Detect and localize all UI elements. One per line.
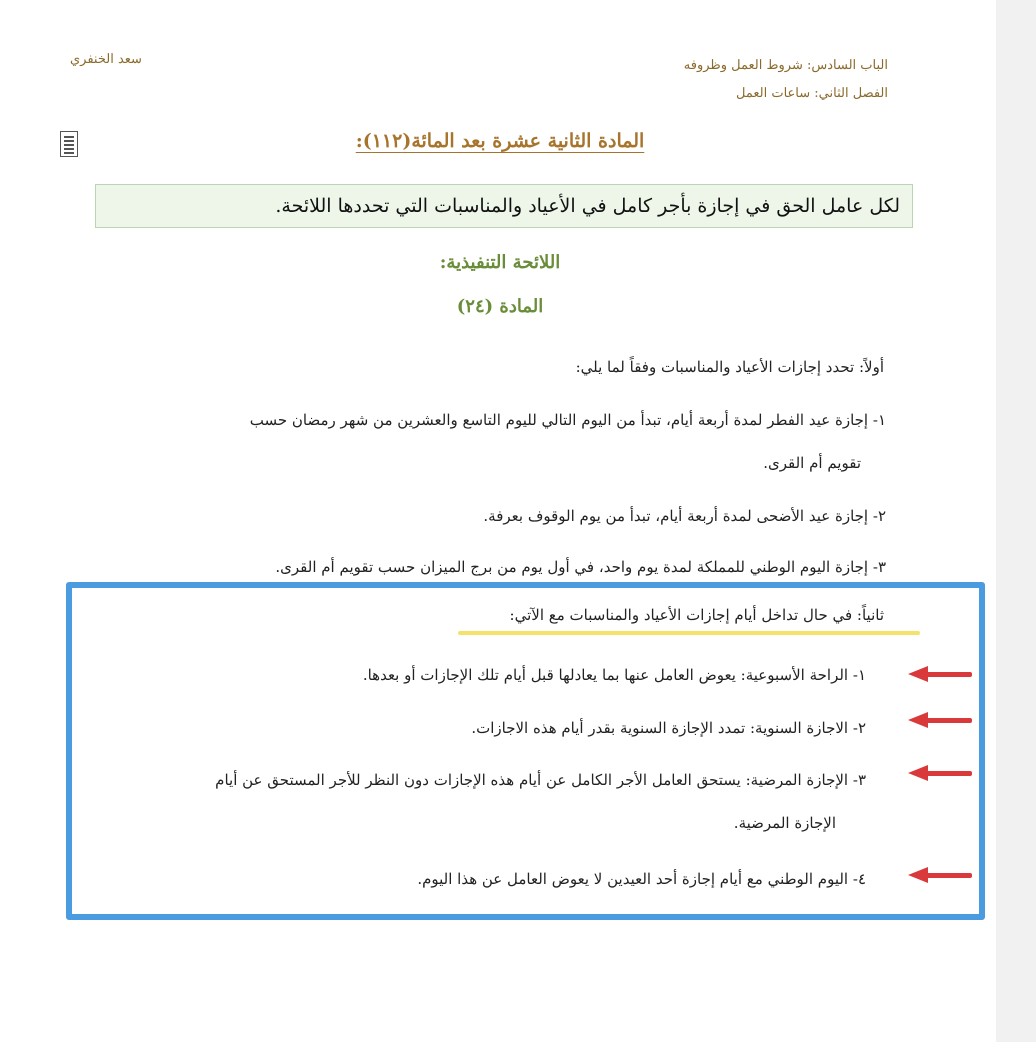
- second-heading: ثانياً: في حال تداخل أيام إجازات الأعياد والمناسبات مع الآتي:: [509, 606, 884, 624]
- article-text-box: لكل عامل الحق في إجازة بأجر كامل في الأعياد والمناسبات التي تحددها اللائحة.: [95, 184, 913, 228]
- side-strip: [996, 0, 1036, 1042]
- regulation-article: المادة (٢٤): [456, 296, 544, 317]
- first-item-2: ٢- إجازة عيد الأضحى لمدة أربعة أيام، تبدأ من يوم الوقوف بعرفة.: [483, 507, 886, 525]
- chapter-label: الباب السادس: شروط العمل وظروفه: [683, 58, 888, 73]
- author-name: سعد الخنفري: [70, 52, 142, 67]
- first-item-1-cont: تقويم أم القرى.: [763, 454, 861, 472]
- first-heading: أولاً: تحدد إجازات الأعياد والمناسبات وفقاً لما يلي:: [575, 358, 884, 376]
- second-item-4: ٤- اليوم الوطني مع أيام إجازة أحد العيدين لا يعوض العامل عن هذا اليوم.: [417, 870, 866, 888]
- running-header: [488, 52, 888, 108]
- second-item-2: ٢- الاجازة السنوية: تمدد الإجازة السنوية بقدر أيام هذه الاجازات.: [471, 719, 866, 737]
- first-item-1: ١- إجازة عيد الفطر لمدة أربعة أيام، تبدأ من اليوم التالي لليوم التاسع والعشرين من شهر رمضان حسب: [249, 411, 886, 429]
- second-item-3: ٣- الإجازة المرضية: يستحق العامل الأجر الكامل عن أيام هذه الإجازات دون النظر للأجر المستحق عن أيام: [215, 771, 866, 789]
- second-item-1: ١- الراحة الأسبوعية: يعوض العامل عنها بما يعادلها قبل أيام تلك الإجازات أو بعدها.: [362, 666, 866, 684]
- regulation-title: اللائحة التنفيذية:: [439, 252, 561, 273]
- red-arrow-icon: [908, 712, 972, 728]
- highlight-underline: [458, 631, 920, 635]
- second-item-3-cont: الإجازة المرضية.: [733, 814, 836, 832]
- red-arrow-icon: [908, 666, 972, 682]
- article-title: المادة الثانية عشرة بعد المائة(١١٢):: [355, 130, 645, 152]
- red-arrow-icon: [908, 867, 972, 883]
- document-list-icon[interactable]: [60, 131, 78, 157]
- red-arrow-icon: [908, 765, 972, 781]
- first-item-3: ٣- إجازة اليوم الوطني للمملكة لمدة يوم واحد، في أول يوم من برج الميزان حسب تقويم أم القرى.: [275, 558, 886, 576]
- section-label: الفصل الثاني: ساعات العمل: [736, 86, 888, 101]
